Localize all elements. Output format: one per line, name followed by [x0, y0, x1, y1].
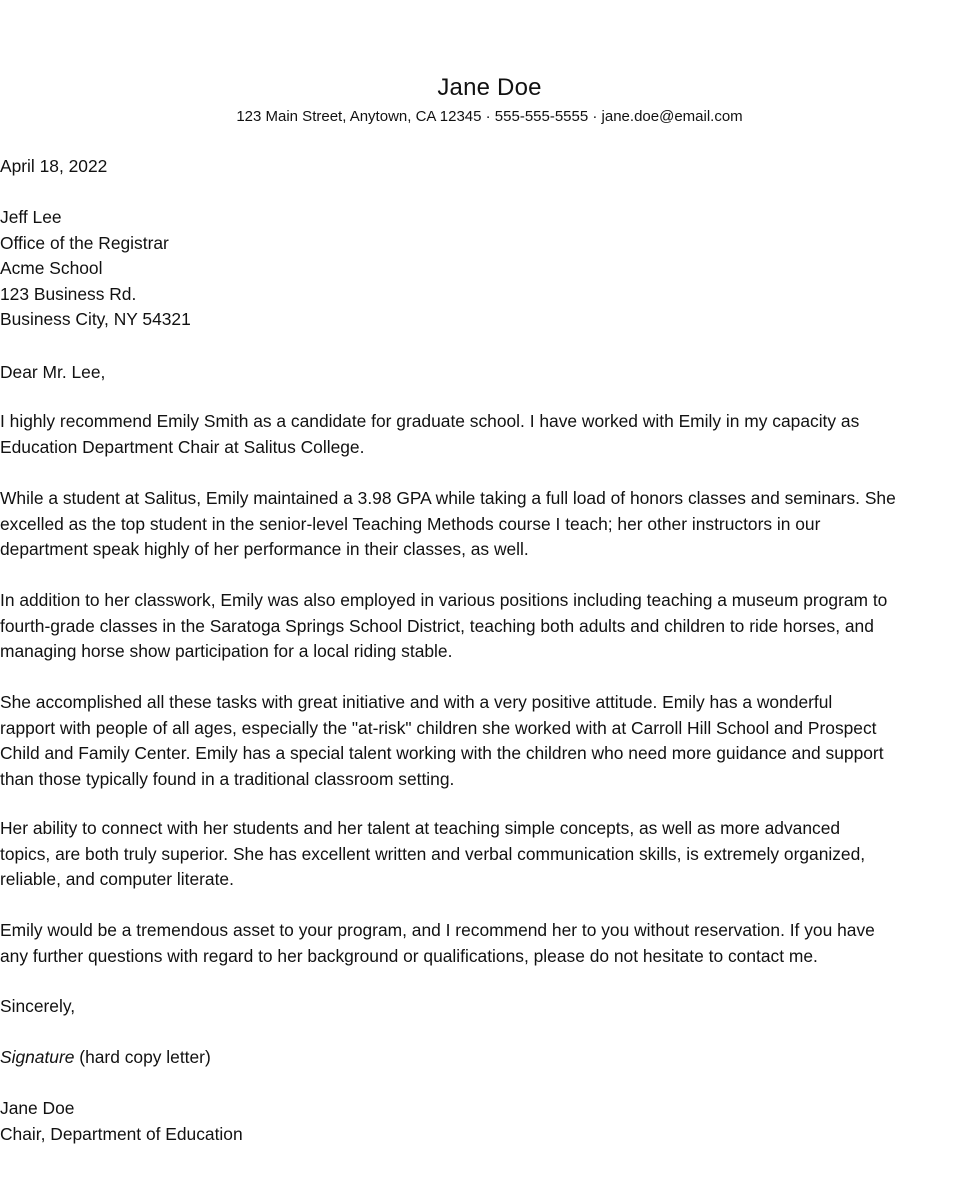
salutation: Dear Mr. Lee,: [0, 362, 106, 382]
paragraph-academics: [0, 486, 975, 563]
paragraph-line: topics, are both truly superior. She has excellent written and verbal communication skills, is extremely organized,: [0, 843, 866, 864]
recipient-office: Office of the Registrar: [0, 232, 169, 253]
paragraph-employment: [0, 588, 975, 665]
paragraph-line: department speak highly of her performance in their classes, as well.: [0, 539, 529, 559]
paragraph-line: Education Department Chair at Salitus College.: [0, 436, 365, 457]
paragraph-recommendation: [0, 918, 975, 969]
recipient-name: Jeff Lee: [0, 207, 62, 227]
paragraph-line: Emily would be a tremendous asset to your program, and I recommend her to you without reservation. If you have: [0, 920, 875, 940]
paragraph-line: In addition to her classwork, Emily was also employed in various positions including teaching a museum program to: [0, 590, 888, 610]
paragraph-line: Child and Family Center. Emily has a special talent working with the children who need more guidance and support: [0, 743, 884, 763]
signature-placeholder: Signature: [0, 1047, 75, 1067]
paragraph-line: reliable, and computer literate.: [0, 869, 234, 889]
recipient-school: Acme School: [0, 258, 103, 278]
recipient-city: Business City, NY 54321: [0, 309, 191, 329]
letter-date: April 18, 2022: [0, 156, 108, 176]
paragraph-introduction: [0, 409, 975, 460]
paragraph-line: managing horse show participation for a local riding stable.: [0, 641, 453, 661]
paragraph-line: I highly recommend Emily Smith as a candidate for graduate school. I have worked with Emily in my capacity as: [0, 411, 860, 431]
closing: Sincerely,: [0, 996, 76, 1016]
paragraph-attitude: [0, 690, 975, 792]
paragraph-line: While a student at Salitus, Emily maintained a 3.98 GPA while taking a full load of honors classes and seminars. She: [0, 488, 896, 508]
signer-block: [0, 1096, 975, 1147]
recipient-street: 123 Business Rd.: [0, 283, 137, 304]
recipient-address: [0, 205, 975, 333]
signer-title: Chair, Department of Education: [0, 1123, 243, 1144]
paragraph-line: She accomplished all these tasks with great initiative and with a very positive attitude. Emily has a wonderful: [0, 692, 833, 712]
signature-note: (hard copy letter): [74, 1047, 211, 1067]
paragraph-line: than those typically found in a traditional classroom setting.: [0, 768, 455, 789]
paragraph-line: any further questions with regard to her background or qualifications, please do not hesitate to contact me.: [0, 945, 818, 966]
paragraph-line: rapport with people of all ages, especially the "at-risk" children she worked with at Carroll Hill School and Prospect: [0, 717, 877, 738]
signature-line: [0, 1045, 975, 1071]
paragraph-skills: [0, 816, 975, 893]
signer-name: Jane Doe: [0, 1098, 75, 1118]
paragraph-line: fourth-grade classes in the Saratoga Springs School District, teaching both adults and children to ride horses, and: [0, 615, 874, 636]
sender-contact-line: 123 Main Street, Anytown, CA 12345 · 555-555-5555 · jane.doe@email.com: [236, 108, 743, 125]
paragraph-line: Her ability to connect with her students and her talent at teaching simple concepts, as well as more advanced: [0, 818, 841, 838]
sender-name: Jane Doe: [437, 74, 542, 101]
paragraph-line: excelled as the top student in the senior-level Teaching Methods course I teach; her other instructors in our: [0, 513, 821, 534]
